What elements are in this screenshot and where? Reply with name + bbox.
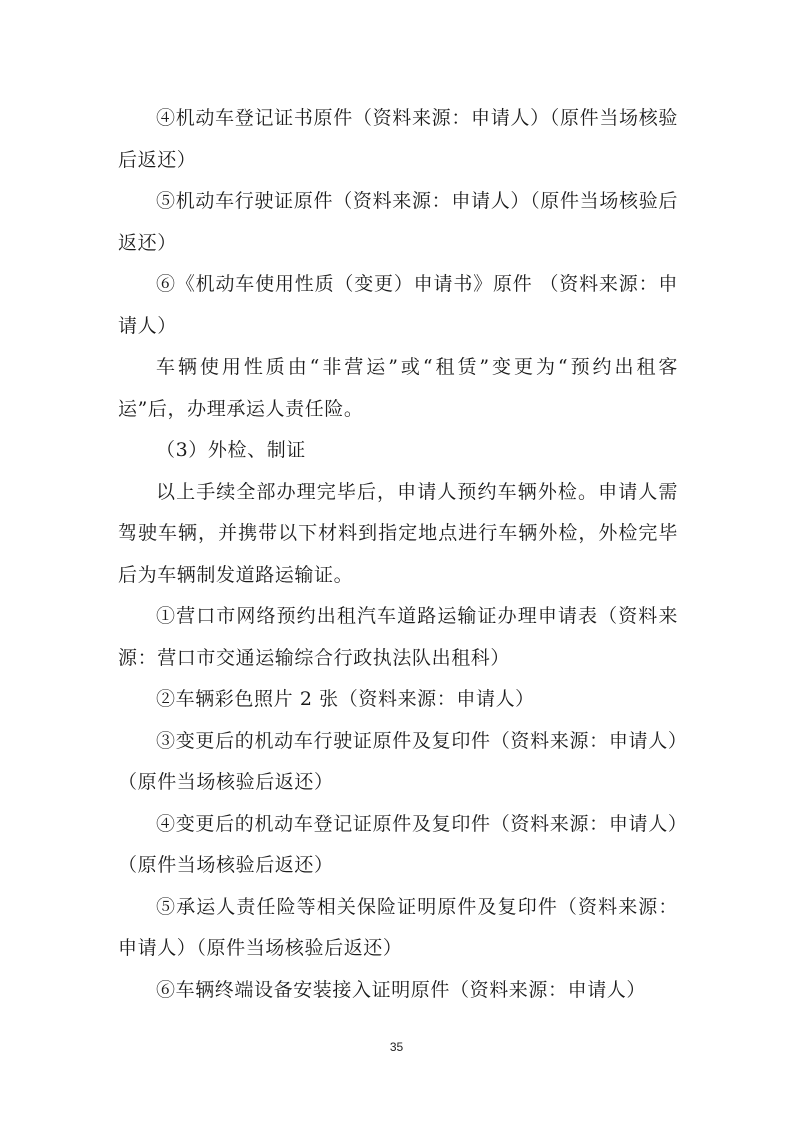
paragraph-usage-change-application: ⑥《机动车使用性质（变更）申请书》原件 （资料来源：申请人） xyxy=(118,273,678,337)
paragraph-carrier-insurance-note: 车辆使用性质由“非营运”或“租赁”变更为“预约出租客运”后，办理承运人责任险。 xyxy=(118,356,678,420)
paragraph-application-form: ①营口市网络预约出租汽车道路运输证办理申请表（资料来源：营口市交通运输综合行政执法队出租科） xyxy=(118,605,678,669)
body-text xyxy=(118,98,678,1011)
paragraph-changed-driving-license: ③变更后的机动车行驶证原件及复印件（资料来源：申请人）（原件当场核验后返还） xyxy=(118,729,678,793)
paragraph-registration-certificate: ④机动车登记证书原件（资料来源：申请人）（原件当场核验后返还） xyxy=(118,107,678,171)
paragraph-inspection-intro: 以上手续全部办理完毕后，申请人预约车辆外检。申请人需驾驶车辆，并携带以下材料到指定地点进行车辆外检，外检完毕后为车辆制发道路运输证。 xyxy=(118,480,678,586)
paragraph-terminal-device-proof: ⑥车辆终端设备安装接入证明原件（资料来源：申请人） xyxy=(156,978,647,1001)
paragraph-changed-registration: ④变更后的机动车登记证原件及复印件（资料来源：申请人）（原件当场核验后返还） xyxy=(118,812,678,876)
page-number: 35 xyxy=(389,1040,404,1054)
paragraph-insurance-proof: ⑤承运人责任险等相关保险证明原件及复印件（资料来源：申请人）（原件当场核验后返还） xyxy=(118,895,678,959)
section-heading-inspection: （3）外检、制证 xyxy=(156,439,306,461)
paragraph-vehicle-photos: ②车辆彩色照片 2 张（资料来源：申请人） xyxy=(156,688,535,710)
paragraph-driving-license: ⑤机动车行驶证原件（资料来源：申请人）（原件当场核验后返还） xyxy=(118,190,678,254)
